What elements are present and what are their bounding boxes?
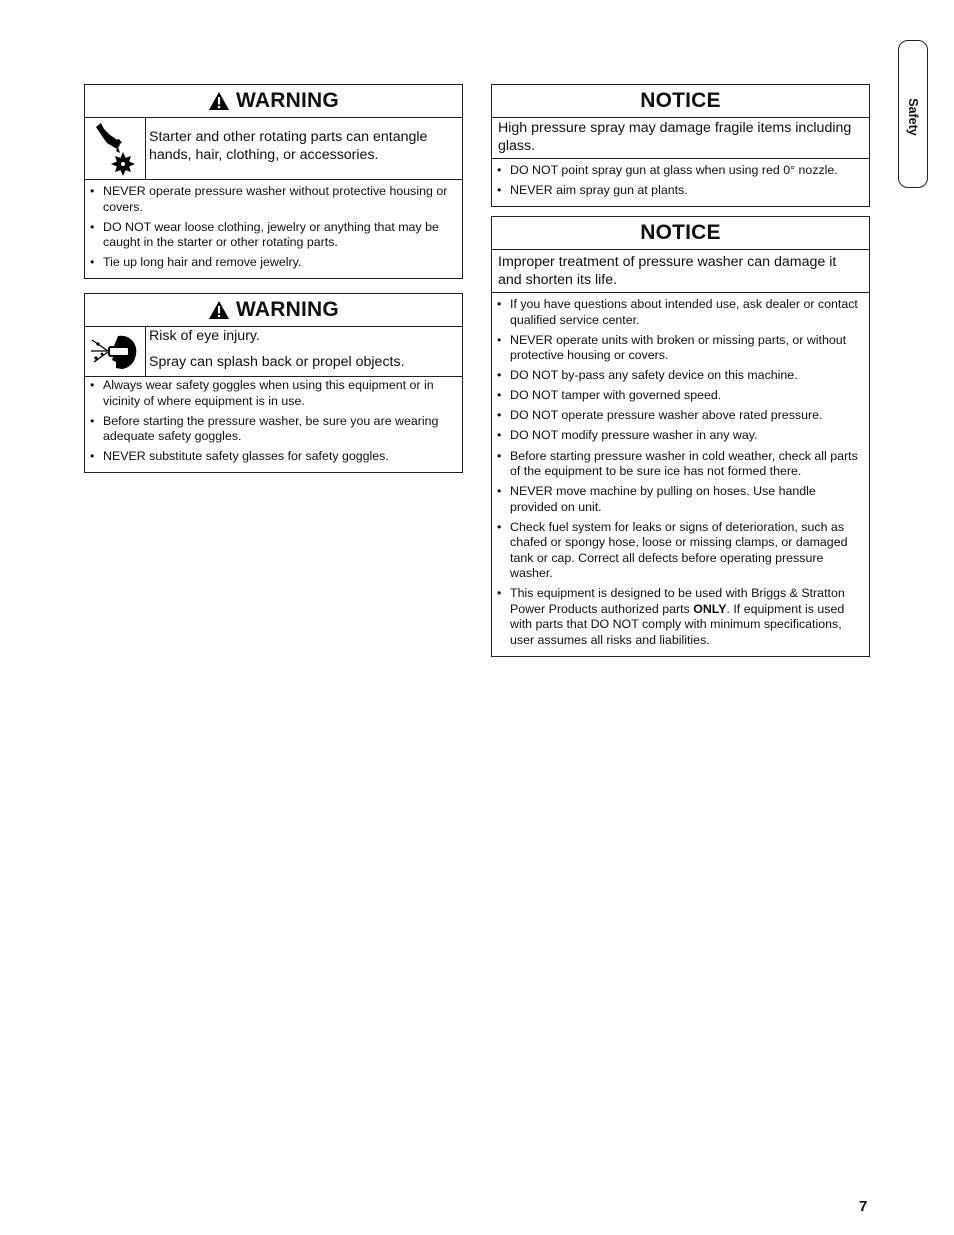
warning-title: WARNING bbox=[236, 298, 339, 321]
list-item: • If you have questions about intended use, ask dealer or contact qualified service center. bbox=[496, 297, 863, 328]
list-item-text: This equipment is designed to be used with Briggs & Stratton Power Products authorized parts bbox=[510, 586, 845, 616]
notice-title: NOTICE bbox=[640, 89, 721, 112]
hazard-description-line: Spray can splash back or propel objects. bbox=[149, 354, 405, 370]
notice-treatment-box bbox=[491, 216, 870, 657]
list-item bbox=[496, 586, 863, 648]
list-item: • NEVER aim spray gun at plants. bbox=[496, 183, 863, 199]
eye-injury-hazard-icon bbox=[85, 327, 146, 376]
entanglement-hazard-icon bbox=[85, 118, 146, 179]
list-item: • DO NOT tamper with governed speed. bbox=[496, 388, 863, 404]
list-item: • DO NOT by-pass any safety device on this machine. bbox=[496, 368, 863, 384]
warning-triangle-icon bbox=[208, 91, 230, 111]
hazard-description: Starter and other rotating parts can entangle hands, hair, clothing, or accessories. bbox=[149, 129, 428, 163]
warning-eye-injury-box bbox=[84, 293, 463, 473]
list-item: • NEVER substitute safety glasses for safety goggles. bbox=[89, 449, 456, 465]
section-tab-label: Safety bbox=[906, 98, 920, 136]
list-item: • Before starting pressure washer in cold weather, check all parts of the equipment to be sure ice has not formed there. bbox=[496, 449, 863, 480]
section-tab-safety[interactable] bbox=[898, 40, 928, 188]
list-item: • DO NOT modify pressure washer in any way. bbox=[496, 428, 863, 444]
list-item: • Always wear safety goggles when using this equipment or in vicinity of where equipment is in use. bbox=[89, 378, 456, 409]
notice-header bbox=[492, 217, 869, 250]
list-item: • DO NOT wear loose clothing, jewelry or anything that may be caught in the starter or other rotating parts. bbox=[89, 220, 456, 251]
list-item: • NEVER operate units with broken or missing parts, or without protective housing or covers. bbox=[496, 333, 863, 364]
emphasis-only: ONLY bbox=[693, 601, 727, 616]
warning-bullet-list bbox=[85, 377, 462, 471]
warning-triangle-icon bbox=[208, 300, 230, 320]
notice-spray-box bbox=[491, 84, 870, 207]
warning-title: WARNING bbox=[236, 89, 339, 112]
list-item: • NEVER move machine by pulling on hoses. Use handle provided on unit. bbox=[496, 484, 863, 515]
page-number: 7 bbox=[859, 1198, 868, 1215]
list-item-text: . If equipment is used with parts that DO NOT comply with minimum specifications, user assumes all risks and liabilities. bbox=[510, 601, 845, 647]
notice-lead-text: High pressure spray may damage fragile items including glass. bbox=[492, 118, 869, 159]
warning-header bbox=[85, 294, 462, 327]
notice-lead-text: Improper treatment of pressure washer can damage it and shorten its life. bbox=[492, 250, 869, 293]
list-item: • Before starting the pressure washer, be sure you are wearing adequate safety goggles. bbox=[89, 414, 456, 445]
warning-header bbox=[85, 85, 462, 118]
list-item: • DO NOT operate pressure washer above rated pressure. bbox=[496, 408, 863, 424]
warning-entanglement-box bbox=[84, 84, 463, 279]
list-item: • NEVER operate pressure washer without protective housing or covers. bbox=[89, 184, 456, 215]
list-item: • DO NOT point spray gun at glass when using red 0° nozzle. bbox=[496, 163, 863, 179]
warning-bullet-list bbox=[85, 180, 462, 277]
list-item: • Tie up long hair and remove jewelry. bbox=[89, 255, 456, 271]
notice-header bbox=[492, 85, 869, 118]
notice-title: NOTICE bbox=[640, 221, 721, 244]
list-item: • Check fuel system for leaks or signs of deterioration, such as chafed or spongy hose, loose or missing clamps, or damaged tank or cap. Correct all defects before operating pressure washer. bbox=[496, 520, 863, 582]
notice-bullet-list bbox=[492, 293, 869, 654]
hazard-description-line: Risk of eye injury. bbox=[149, 328, 260, 344]
notice-bullet-list bbox=[492, 159, 869, 205]
